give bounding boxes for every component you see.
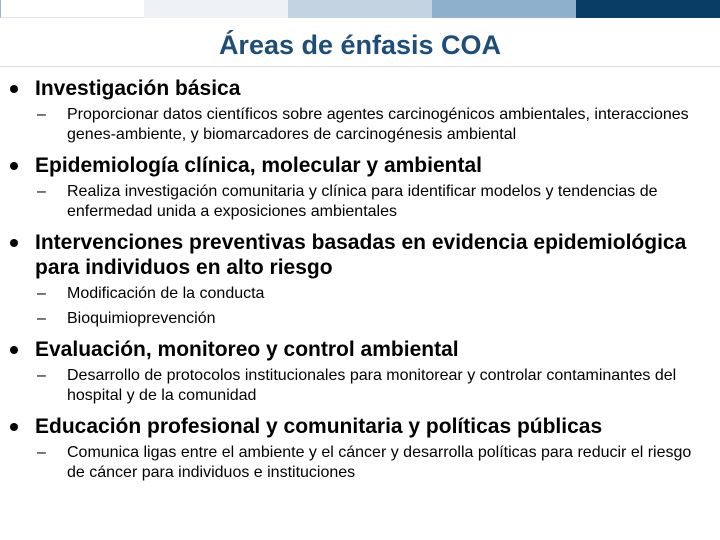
sub-bullet-text: Realiza investigación comunitaria y clínica para identificar modelos y tendencias de enfermedad unida a exposiciones ambientales	[67, 183, 658, 220]
sub-bullet	[0, 105, 720, 145]
decorative-top-band	[0, 0, 720, 18]
dash-icon: –	[37, 367, 46, 384]
sub-bullet	[0, 309, 720, 329]
dash-icon: –	[37, 285, 46, 302]
sub-bullet-text: Comunica ligas entre el ambiente y el cáncer y desarrolla políticas para reducir el riesgo de cáncer para individuos e instituciones	[67, 444, 692, 481]
band-segment	[0, 0, 144, 18]
bullet-dot-icon	[10, 423, 18, 431]
sub-bullet	[0, 182, 720, 222]
bullet-heading: Evaluación, monitoreo y control ambiental	[35, 338, 459, 361]
sub-bullet-text: Bioquimioprevención	[67, 310, 216, 327]
bullet-dot-icon	[10, 239, 18, 247]
band-segment	[288, 0, 432, 18]
slide-content	[0, 74, 720, 483]
sub-bullet	[0, 284, 720, 304]
bullet-heading: Epidemiología clínica, molecular y ambiental	[35, 154, 482, 177]
bullet-item-intervenciones	[0, 230, 720, 280]
dash-icon: –	[37, 183, 46, 200]
sub-bullet	[0, 443, 720, 483]
bullet-dot-icon	[10, 346, 18, 354]
bullet-item-investigacion	[0, 76, 720, 101]
title-divider	[0, 66, 720, 67]
band-segment	[576, 0, 720, 18]
bullet-item-educacion	[0, 414, 720, 439]
bullet-heading: Intervenciones preventivas basadas en evidencia epidemiológica para individuos en alto riesgo	[35, 231, 687, 279]
sub-bullet	[0, 366, 720, 406]
dash-icon: –	[37, 106, 46, 123]
slide-title: Áreas de énfasis COA	[218, 30, 502, 60]
bullet-heading: Educación profesional y comunitaria y políticas públicas	[35, 415, 603, 438]
bullet-dot-icon	[10, 85, 18, 93]
bullet-item-epidemiologia	[0, 153, 720, 178]
bullet-item-evaluacion	[0, 337, 720, 362]
band-segment	[432, 0, 576, 18]
sub-bullet-text: Proporcionar datos científicos sobre agentes carcinogénicos ambientales, interacciones genes-ambiente, y biomarcadores de carcinogénesis ambiental	[67, 106, 689, 143]
sub-bullet-text: Desarrollo de protocolos institucionales para monitorear y controlar contaminantes del hospital y de la comunidad	[67, 367, 677, 404]
dash-icon: –	[37, 444, 46, 461]
dash-icon: –	[37, 310, 46, 327]
band-segment	[144, 0, 288, 18]
bullet-dot-icon	[10, 162, 18, 170]
sub-bullet-text: Modificación de la conducta	[67, 285, 265, 302]
bullet-heading: Investigación básica	[35, 77, 241, 100]
